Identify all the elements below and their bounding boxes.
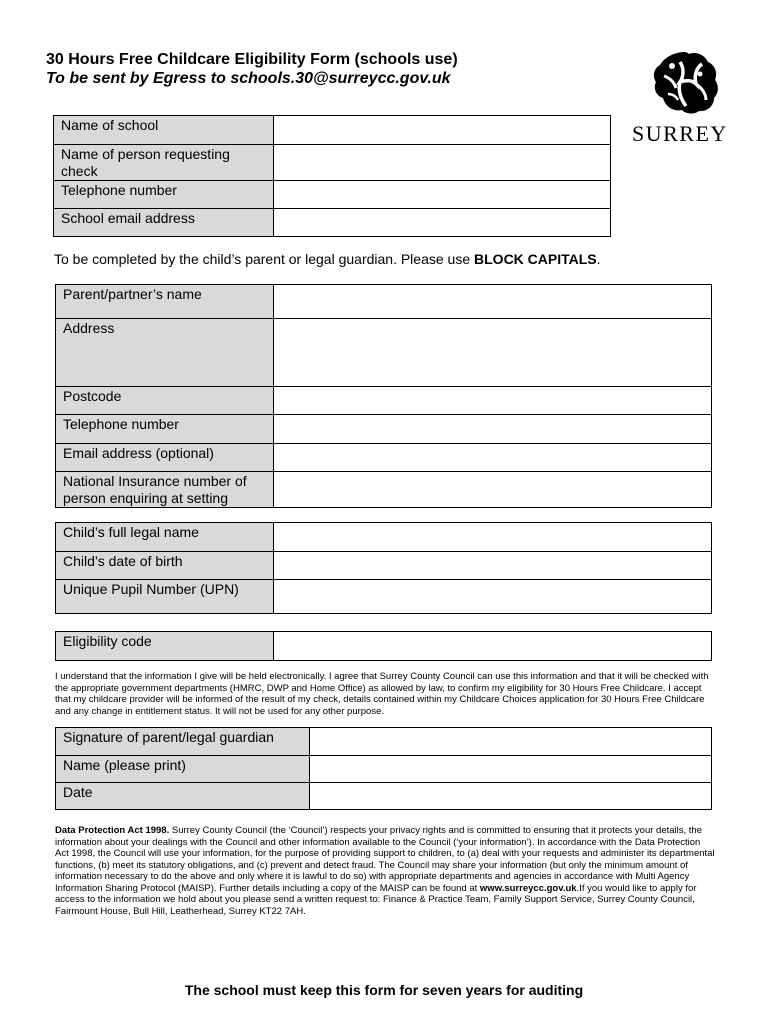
- input-postcode[interactable]: [274, 387, 712, 415]
- eligibility-table: [55, 631, 712, 661]
- input-address[interactable]: [274, 319, 712, 387]
- label-parent-telephone: Telephone number: [56, 415, 274, 444]
- input-school-telephone[interactable]: [274, 181, 611, 209]
- data-protection-body-1: Surrey County Council (the ‘Council’) respects your privacy rights and is committed to ensuring that it protects your details, the information about your dealings with the Council and other information available to the Council (‘your information’). In accordance with the Data Protection Act 1998, the Council will use your information, for the purpose of providing support to children, to (a) deal with your requests and administer its departmental functions, (b) meet its statutory obligations, and (c) prevent and detect fraud. The Council may share your information (but only the minimum amount of information necessary to do the above and only where it is lawful to do so) with appropriate departments and agencies in accordance with Multi Agency Information Sharing Protocol (MAISP). Further details including a copy of the MAISP can be found at: [55, 825, 715, 894]
- label-person-requesting: Name of person requesting check: [54, 145, 274, 181]
- label-parent-email: Email address (optional): [56, 444, 274, 472]
- surrey-logo-text: SURREY: [632, 121, 728, 146]
- instruction-bold: BLOCK CAPITALS: [474, 251, 597, 267]
- label-child-dob: Child’s date of birth: [56, 552, 274, 580]
- label-parent-name: Parent/partner’s name: [56, 285, 274, 319]
- label-school-email: School email address: [54, 209, 274, 237]
- input-parent-email[interactable]: [274, 444, 712, 472]
- label-postcode: Postcode: [56, 387, 274, 415]
- label-date: Date: [56, 783, 310, 810]
- form-title: 30 Hours Free Childcare Eligibility Form (schools use): [46, 51, 458, 68]
- surrey-oak-leaf-icon: [650, 50, 720, 116]
- label-signature: Signature of parent/legal guardian: [56, 728, 310, 756]
- surrey-website-link[interactable]: www.surreycc.gov.uk: [479, 882, 577, 894]
- input-signature[interactable]: [310, 728, 712, 756]
- footer-note: The school must keep this form for seven years for auditing: [184, 982, 584, 998]
- label-print-name: Name (please print): [56, 756, 310, 783]
- input-person-requesting[interactable]: [274, 145, 611, 181]
- surrey-logo: [630, 50, 740, 150]
- school-details-table: [53, 115, 611, 237]
- label-eligibility-code: Eligibility code: [56, 632, 274, 661]
- consent-statement: I understand that the information I give will be held electronically. I agree that Surrey County Council can use this information and that it will be checked with the appropriate government departments (HMRC, DWP and Home Office) as allowed by law, to confirm my eligibility for 30 Hours Free Childcare. I accept that my childcare provider will be informed of the result of my check, details contained within my Childcare Choices application for 30 Hours Free Childcare and any change in entitlement status. It will not be used for any other purpose.: [55, 671, 709, 717]
- instruction-prefix: To be completed by the child’s parent or legal guardian. Please use: [54, 251, 475, 267]
- input-parent-name[interactable]: [274, 285, 712, 319]
- input-name-of-school[interactable]: [274, 116, 611, 145]
- label-address: Address: [56, 319, 274, 387]
- data-protection-notice: [55, 825, 715, 917]
- input-eligibility-code[interactable]: [274, 632, 712, 661]
- label-child-name: Child’s full legal name: [56, 523, 274, 552]
- input-print-name[interactable]: [310, 756, 712, 783]
- input-child-dob[interactable]: [274, 552, 712, 580]
- label-national-insurance: National Insurance number of person enquiring at setting: [56, 472, 274, 508]
- signature-table: [55, 727, 712, 810]
- input-school-email[interactable]: [274, 209, 611, 237]
- data-protection-body-2: .If you would like to apply for access to the information we hold about you please send a written request to: Finance & Practice Team, Family Support Service, Surrey County Council, Fairmount House, Bull Hill, Leatherhead, Surrey KT22 7AH.: [55, 882, 697, 917]
- label-school-telephone: Telephone number: [54, 181, 274, 209]
- label-upn: Unique Pupil Number (UPN): [56, 580, 274, 614]
- label-name-of-school: Name of school: [54, 116, 274, 145]
- form-subtitle: To be sent by Egress to schools.30@surreycc.gov.uk: [46, 70, 451, 87]
- input-parent-telephone[interactable]: [274, 415, 712, 444]
- child-details-table: [55, 522, 712, 614]
- input-national-insurance[interactable]: [274, 472, 712, 508]
- parent-details-table: [55, 284, 712, 508]
- instruction-suffix: .: [596, 251, 601, 267]
- input-child-name[interactable]: [274, 523, 712, 552]
- data-protection-heading: Data Protection Act 1998.: [55, 825, 170, 836]
- input-date[interactable]: [310, 783, 712, 810]
- instruction-text: [54, 251, 601, 267]
- input-upn[interactable]: [274, 580, 712, 614]
